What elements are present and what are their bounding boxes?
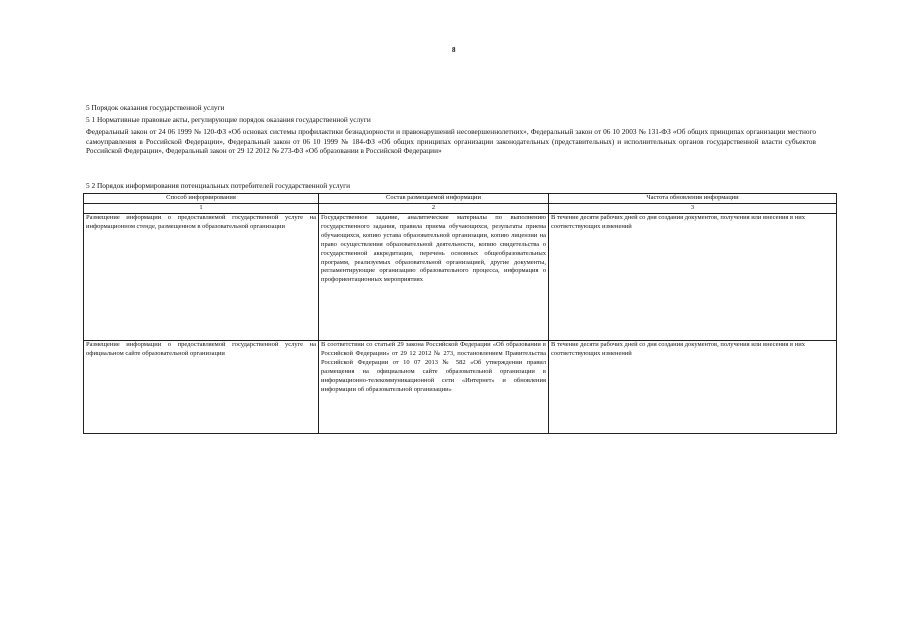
cell-frequency: В течение десяти рабочих дней со дня создания документов, получения или внесения в них соответствующих изменений [549,341,837,434]
page-number: 8 [452,46,456,54]
cell-method: Размещение информации о предоставляемой государственной услуге на официальном сайте образовательной организации [84,341,319,434]
table-number-row [84,204,837,214]
header-content: Состав размещаемой информации [319,194,549,204]
column-number: 3 [549,204,837,214]
header-frequency: Частота обновления информации [549,194,837,204]
header-method: Способ информирования [84,194,319,204]
normative-acts-text: Федеральный закон от 24 06 1999 № 120-ФЗ «Об основах системы профилактики безнадзорности и правонарушений несовершеннолетних», Федеральный закон от 06 10 2003 № 131-ФЗ «Об общих принципах организации местного самоуправления в Российской Федерации», Федеральный закон от 06 10 1999 № 184-ФЗ «Об общих принципах организации законодательных (представительных) и исполнительных органов государственной власти субъектов Российской Федерации», Федеральный закон от 29 12 2012 № 273-ФЗ «Об образовании в Российской Федерации» [86,127,816,156]
section-5-heading: 5 Порядок оказания государственной услуги [86,103,225,112]
table-header-row [84,194,837,204]
column-number: 1 [84,204,319,214]
section-5-2-heading: 5 2 Порядок информирования потенциальных потребителей государственной услуги [86,181,351,190]
cell-content: В соответствии со статьей 29 закона Российской Федерации «Об образовании в Российской Федерации» от 29 12 2012 № 273, постановлением Правительства Российской Федерации от 10 07 2013 № 582 «Об утверждении правил размещения на официальном сайте образовательной организации в информационно-телекоммуникационной сети «Интернет» и обновления информации об образовательной организации» [319,341,549,434]
column-number: 2 [319,204,549,214]
cell-method: Размещение информации о предоставляемой государственной услуге на информационном стенде, размещенном в образовательной организации [84,214,319,341]
table-row [84,341,837,434]
informing-table [83,193,837,434]
cell-frequency: В течение десяти рабочих дней со дня создания документов, получения или внесения в них соответствующих изменений [549,214,837,341]
section-5-1-heading: 5 1 Нормативные правовые акты, регулирующие порядок оказания государственной услуги [86,115,371,124]
table-row [84,214,837,341]
cell-content: Государственное задание, аналитические материалы по выполнению государственного задания, правила приема обучающихся, результаты приема обучающихся, копию устава образовательной организации, копию лицензии на право осуществления образовательной деятельности, копию свидетельства о государственной аккредитации, перечень основных общеобразовательных программ, реализуемых образовательной организацией, другие документы, регламентирующие организацию образовательного процесса, информация о профориентационных мероприятиях [319,214,549,341]
